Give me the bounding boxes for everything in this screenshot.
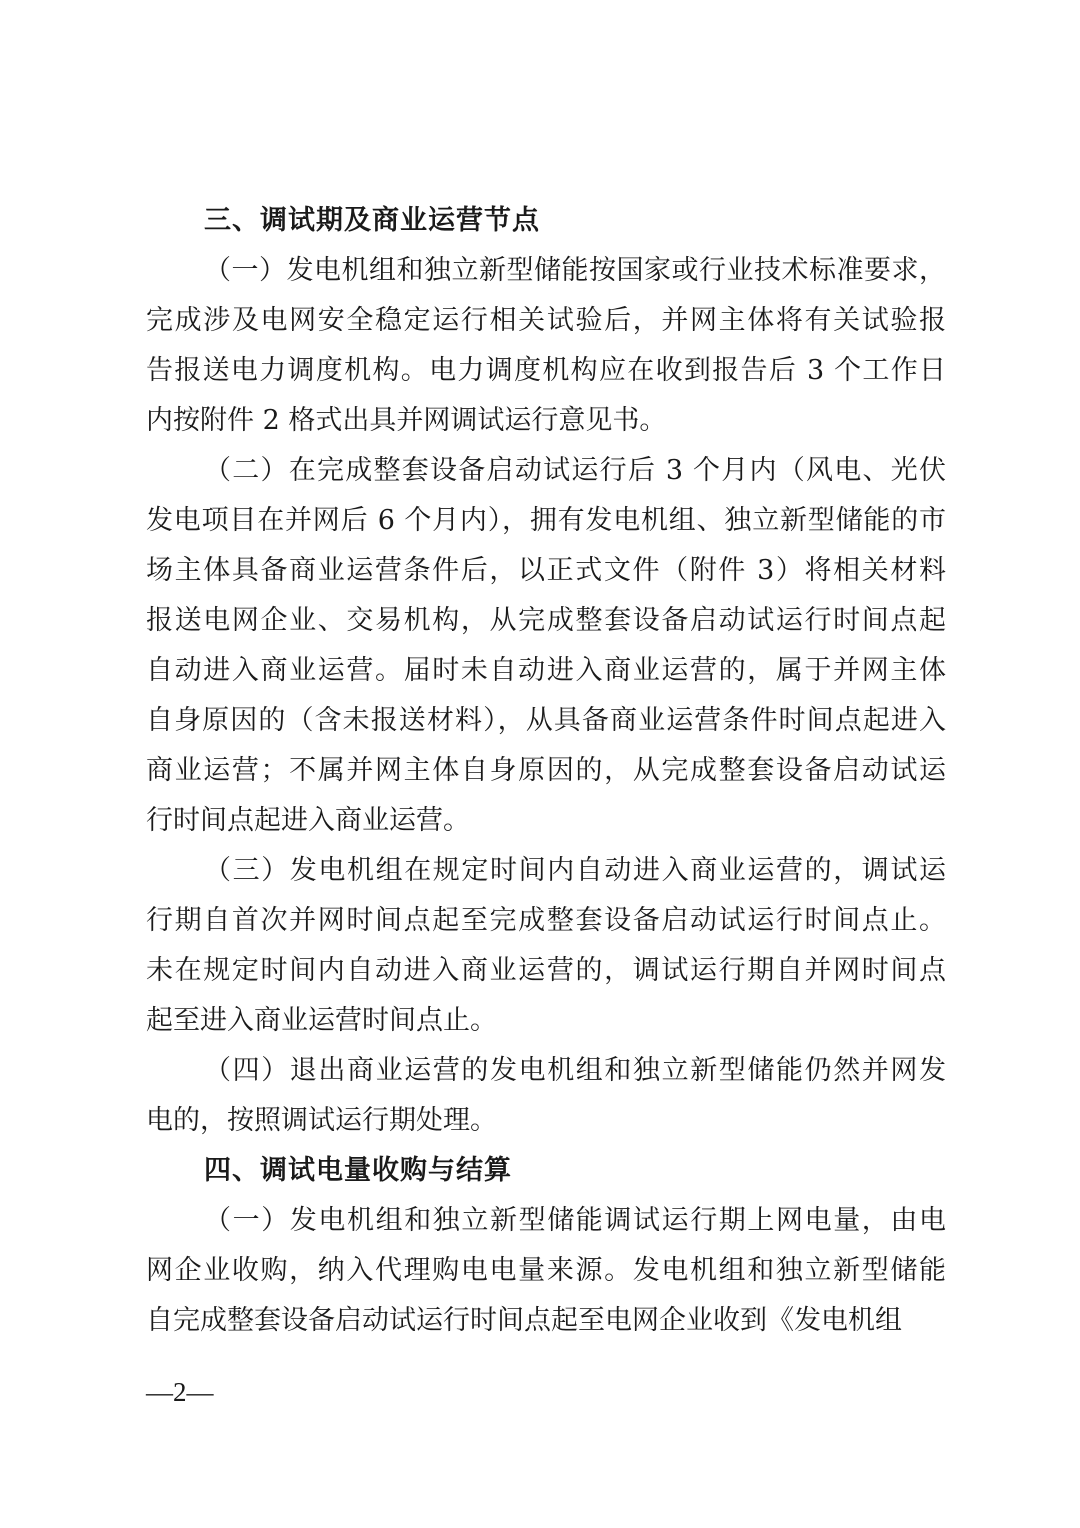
paragraph xyxy=(146,246,946,446)
paragraph-line: （三）发电机组在规定时间内自动进入商业运营的，调试运 xyxy=(204,855,946,886)
paragraph-line: 完成涉及电网安全稳定运行相关试验后，并网主体将有关试验报 xyxy=(146,305,946,336)
paragraph-line: （二）在完成整套设备启动试运行后 3 个月内（风电、光伏 xyxy=(204,455,946,486)
section-heading: 四、调试电量收购与结算 xyxy=(204,1155,512,1186)
paragraph-line: 商业运营；不属并网主体自身原因的，从完成整套设备启动试运 xyxy=(146,755,946,786)
paragraph-line: 自身原因的（含未报送材料），从具备商业运营条件时间点起进入 xyxy=(146,705,946,736)
paragraph-line: 场主体具备商业运营条件后，以正式文件（附件 3）将相关材料 xyxy=(146,555,946,586)
paragraph xyxy=(146,446,946,846)
paragraph-line: （一）发电机组和独立新型储能调试运行期上网电量，由电 xyxy=(204,1205,946,1236)
paragraph xyxy=(146,1196,946,1346)
paragraph-line: 行时间点起进入商业运营。 xyxy=(146,805,470,836)
paragraph-line: 起至进入商业运营时间点止。 xyxy=(146,1005,497,1036)
paragraph xyxy=(146,846,946,1046)
paragraph-line: 发电项目在并网后 6 个月内），拥有发电机组、独立新型储能的市 xyxy=(146,505,946,536)
paragraph-line: 告报送电力调度机构。电力调度机构应在收到报告后 3 个工作日 xyxy=(146,355,946,386)
paragraph-line: 电的，按照调试运行期处理。 xyxy=(146,1105,497,1136)
page-number: —2— xyxy=(146,1377,214,1407)
paragraph-line: 未在规定时间内自动进入商业运营的，调试运行期自并网时间点 xyxy=(146,955,946,986)
paragraph-line: 行期自首次并网时间点起至完成整套设备启动试运行时间点止。 xyxy=(146,905,946,936)
paragraph-line: 自动进入商业运营。届时未自动进入商业运营的，属于并网主体 xyxy=(146,655,946,686)
paragraph-line: （一）发电机组和独立新型储能按国家或行业技术标准要求， xyxy=(204,255,946,286)
paragraph-line: 报送电网企业、交易机构，从完成整套设备启动试运行时间点起 xyxy=(146,605,946,636)
document-body xyxy=(146,196,946,1346)
paragraph-line: （四）退出商业运营的发电机组和独立新型储能仍然并网发 xyxy=(204,1055,946,1086)
paragraph xyxy=(146,1046,946,1146)
section-heading: 三、调试期及商业运营节点 xyxy=(204,205,540,236)
paragraph-line: 自完成整套设备启动试运行时间点起至电网企业收到《发电机组 xyxy=(146,1305,902,1336)
paragraph-line: 内按附件 2 格式出具并网调试运行意见书。 xyxy=(146,405,667,436)
paragraph-line: 网企业收购，纳入代理购电电量来源。发电机组和独立新型储能 xyxy=(146,1255,946,1286)
